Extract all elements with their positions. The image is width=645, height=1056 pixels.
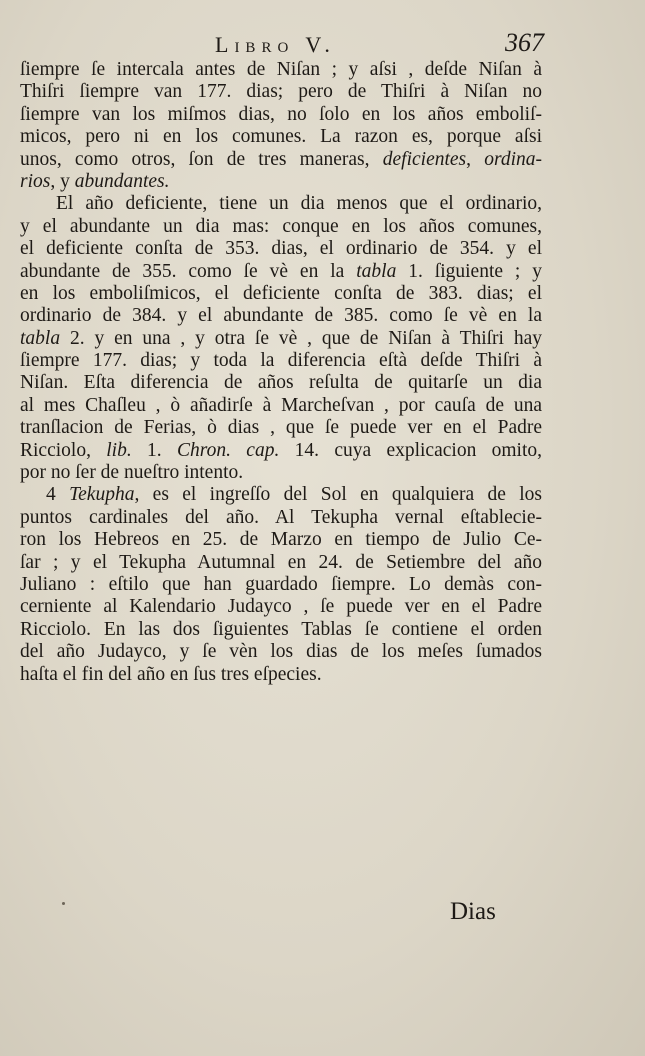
italic-term: Chron. cap. — [176, 439, 280, 461]
italic-term: ordina- — [484, 148, 543, 170]
text-line: cerniente al Kalendario Judayco , ſe puede ver en el Padre — [20, 596, 542, 618]
text-line: ſiempre van los miſmos dias, no ſolo en los años emboliſ- — [20, 103, 542, 125]
text-line: al mes Chaſleu , ò añadirſe à Marcheſvan , por cauſa de una — [20, 394, 542, 416]
text-line: El año deficiente, tiene un dia menos que el ordinario, — [56, 193, 542, 215]
text-line: por no ſer de nueſtro intento. — [20, 462, 244, 484]
text-line: puntos cardinales del año. Al Tekupha vernal eſtablecie- — [20, 506, 542, 528]
paper-speck — [62, 902, 65, 905]
page-number: 367 — [505, 28, 544, 57]
text-line: el deficiente conſta de 353. dias, el ordinario de 354. y el — [20, 238, 542, 260]
text-line — [20, 171, 542, 193]
text-line: haſta el fin del año en ſus tres eſpecies. — [20, 663, 322, 685]
text-span: unos, como otros, ſon de tres maneras, — [20, 148, 370, 170]
text-span: 1. — [147, 439, 162, 461]
text-line: Juliano : eſtilo que han guardado ſiempre. Lo demàs con- — [20, 573, 542, 595]
text-line: del año Judayco, y ſe vèn los dias de los meſes ſumados — [20, 641, 542, 663]
text-line: ſiempre ſe intercala antes de Niſan ; y aſsi , deſde Niſan à — [20, 59, 542, 80]
italic-term: Tekupha — [69, 484, 135, 506]
text-line: ordinario de 384. y el abundante de 385. como ſe vè en la — [20, 305, 542, 327]
text-span: , y — [50, 170, 70, 192]
text-line: Niſan. Eſta diferencia de años reſulta de quitarſe un dia — [20, 372, 542, 394]
text-line — [20, 484, 542, 506]
text-line — [20, 261, 542, 283]
body-text — [20, 59, 542, 686]
italic-term: abundantes. — [74, 170, 170, 192]
text-line: micos, pero ni en los comunes. La razon es, porque aſsi — [20, 126, 542, 148]
text-span: abundante de 355. como ſe vè en la — [20, 260, 345, 282]
italic-term: deficientes — [382, 148, 467, 170]
italic-term: lib. — [106, 439, 132, 461]
text-line: ſiempre 177. dias; y toda la diferencia eſtà deſde Thiſri à — [20, 350, 542, 372]
text-line: Ricciolo. En las dos ſiguientes Tablas ſe contiene el orden — [20, 618, 542, 640]
text-span: , — [466, 148, 472, 170]
italic-term: tabla — [20, 327, 61, 349]
italic-term: tabla — [356, 260, 397, 282]
catchword: Dias — [450, 898, 496, 925]
text-line — [20, 328, 542, 350]
text-line: tranſlacion de Ferias, ò dias , que ſe puede ver en el Padre — [20, 417, 542, 439]
paragraph-number: 4 — [46, 484, 56, 506]
text-span: 1. ſiguiente ; y — [408, 260, 543, 282]
text-line: Thiſri ſiempre van 177. dias; pero de Thiſri à Niſan no — [20, 81, 542, 103]
text-line — [20, 149, 542, 171]
text-line: y el abundante un dia mas: conque en los años comunes, — [20, 215, 542, 237]
text-line: ron los Hebreos en 25. de Marzo en tiempo de Julio Ce- — [20, 529, 542, 551]
text-span: 14. cuya explicacion omito, — [294, 439, 543, 461]
running-header — [0, 28, 645, 62]
italic-term: rios — [20, 170, 51, 192]
text-line — [20, 440, 542, 462]
header-title: Libro V. — [215, 32, 336, 57]
text-line: en los emboliſmicos, el deficiente conſta de 383. dias; el — [20, 282, 542, 304]
text-span: , es el ingreſſo del Sol en qualquiera de los — [134, 484, 543, 506]
text-span: 2. y en una , y otra ſe vè , que de Niſan à Thiſri hay — [69, 327, 542, 349]
text-line: ſar ; y el Tekupha Autumnal en 24. de Setiembre del año — [20, 551, 542, 573]
text-span: Ricciolo, — [20, 439, 91, 461]
